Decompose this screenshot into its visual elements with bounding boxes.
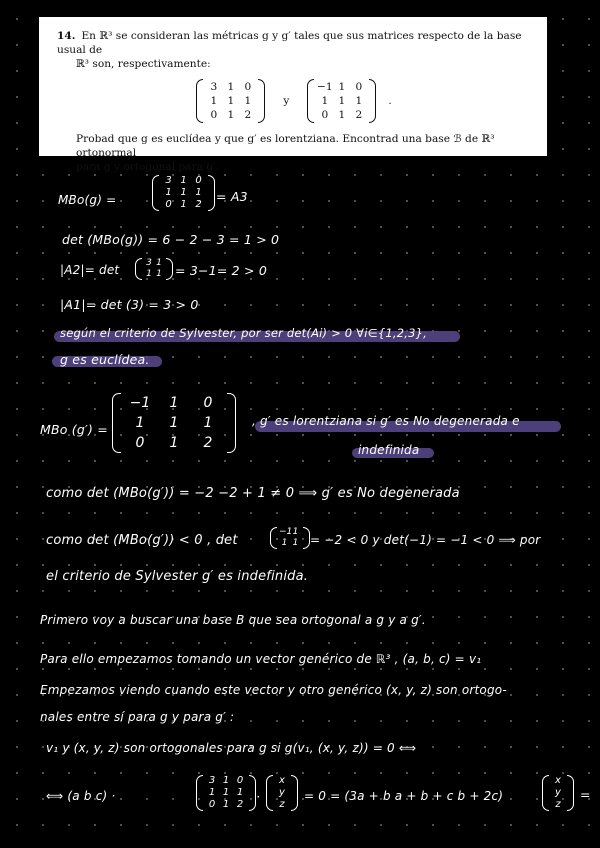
v1-line: v₁ y (x, y, z) son ortogonales para g si g(v₁, (x, y, z)) = 0 ⟺	[46, 741, 417, 755]
xyz-vector	[266, 775, 298, 811]
indef-line-b: = −2 < 0 y det(−1) = −1 < 0 ⟹ por	[310, 533, 541, 547]
xyz-grid	[273, 775, 291, 811]
matrix-cell: 0	[236, 775, 244, 786]
matrix-cell: 2	[244, 109, 252, 121]
nales-line: nales entre sí para g y para g′ :	[40, 710, 235, 724]
vector-cell: z	[555, 799, 561, 810]
matrix-cell: 2	[195, 199, 202, 210]
last-mid: = 0 = (3a + b a + b + c b + 2c)	[304, 789, 504, 803]
matrix-cell: 1	[227, 81, 235, 93]
bracket-left	[196, 775, 203, 811]
matrix-cell: −1	[317, 81, 333, 93]
matrix-cell: 1	[146, 269, 152, 279]
indef-line-a: como det (MBo(g′)) < 0 , det	[46, 533, 238, 548]
bracket-right	[208, 175, 215, 211]
matrix-cell: 3	[146, 258, 152, 268]
last-matrix	[196, 775, 256, 811]
bracket-left	[270, 527, 277, 549]
matrix-cell: 1	[281, 538, 288, 548]
matrix-cell: 1	[169, 435, 179, 451]
matrix-cell: 3	[165, 175, 172, 186]
matrix-cell: 1	[292, 527, 299, 537]
matrix-gprime-grid	[314, 79, 369, 123]
bracket-right	[291, 775, 298, 811]
indef-matrix	[270, 527, 310, 549]
xyz-grid-right	[549, 775, 567, 811]
mbo-gp-grid	[121, 393, 227, 453]
intro-line-2: ℝ³ son, respectivamente:	[76, 58, 211, 70]
mbo-g-eq: = A3	[216, 189, 248, 204]
matrix-cell: 1	[203, 415, 213, 431]
matrix-cell: 0	[195, 175, 202, 186]
matrix-cell: 0	[244, 81, 252, 93]
matrix-cell: 2	[355, 109, 363, 121]
bracket-left	[307, 79, 314, 123]
exercise-intro	[57, 29, 531, 57]
bracket-right	[249, 775, 256, 811]
vector-cell: x	[279, 775, 285, 786]
euclidean-line: g es euclídea.	[60, 352, 150, 367]
mbo-g-label: MBo(g) =	[58, 193, 117, 207]
lorentz-line-1: , g′ es lorentziana si g′ es No degenerada e	[252, 414, 520, 428]
last-prefix: ⟺ (a b c) ·	[46, 789, 116, 803]
matrix-cell: 1	[227, 109, 235, 121]
matrix-cell: 1	[321, 95, 329, 107]
matrix-cell: 1	[169, 395, 179, 411]
xyz-vector-right	[542, 775, 574, 811]
matrix-cell: −1	[129, 395, 151, 411]
vector-cell: y	[279, 787, 285, 798]
start-line: Empezamos viendo cuando este vector y otro genérico (x, y, z) son ortogo-	[40, 683, 507, 697]
matrix-cell: 1	[236, 787, 244, 798]
matrix-cell: 0	[321, 109, 329, 121]
last-grid	[203, 775, 249, 811]
a2-result: = 3−1= 2 > 0	[175, 263, 267, 278]
matrix-cell: 2	[236, 799, 244, 810]
bracket-left	[152, 175, 159, 211]
bracket-left	[112, 393, 121, 453]
matrix-cell: 1	[338, 81, 346, 93]
exercise-number: 14.	[57, 30, 76, 42]
matrix-cell: 1	[210, 95, 218, 107]
conjunction: y	[283, 95, 290, 107]
a2-matrix	[135, 258, 173, 280]
basis-line: Primero voy a buscar una base B que sea ortogonal a g y a g′.	[40, 613, 426, 627]
generic-line: Para ello empezamos tomando un vector genérico de ℝ³ , (a, b, c) = v₁	[40, 652, 482, 666]
a1-line: |A1|= det (3) = 3 > 0	[60, 297, 199, 312]
bracket-right	[258, 79, 265, 123]
matrix-cell: 1	[169, 415, 179, 431]
matrix-cell: 1	[292, 538, 299, 548]
matrix-cell: 1	[338, 109, 346, 121]
matrix-cell: 0	[165, 199, 172, 210]
matrix-gprime	[307, 79, 376, 123]
nondeg-line: como det (MBo(g′)) = −2 −2 + 1 ≠ 0 ⟹ g′ es No degenerada	[46, 486, 460, 501]
matrices-row	[57, 79, 531, 123]
indef-grid	[277, 527, 303, 549]
matrix-cell: 1	[156, 258, 162, 268]
vector-cell: y	[555, 787, 561, 798]
mbo-g-matrix	[152, 175, 215, 211]
matrix-cell: 1	[355, 95, 363, 107]
matrix-cell: 0	[208, 799, 216, 810]
matrix-g	[196, 79, 265, 123]
matrix-cell: 1	[222, 787, 230, 798]
matrix-cell: 3	[210, 81, 218, 93]
mbo-gp-matrix	[112, 393, 236, 453]
last-end: =	[580, 787, 591, 802]
matrix-cell: 0	[135, 435, 145, 451]
exercise-statement	[39, 17, 547, 173]
matrix-cell: 2	[203, 435, 213, 451]
matrix-cell: 1	[180, 175, 187, 186]
bracket-right	[227, 393, 236, 453]
matrix-cell: 0	[210, 109, 218, 121]
task-line-1: Probad que g es euclídea y que g′ es lorentziana. Encontrad una base ℬ de ℝ³ ortonormal	[76, 133, 495, 159]
matrix-g-grid	[203, 79, 258, 123]
task-line-2: para g y ortogonal para g′.	[76, 161, 219, 173]
bracket-left	[135, 258, 142, 280]
matrix-cell: −1	[279, 527, 293, 537]
matrix-cell: 1	[222, 799, 230, 810]
matrix-cell: 1	[227, 95, 235, 107]
det-line: det (MBo(g)) = 6 − 2 − 3 = 1 > 0	[62, 232, 280, 247]
criterion-line: el criterio de Sylvester g′ es indefinida.	[46, 569, 309, 584]
matrix-cell: 1	[180, 199, 187, 210]
matrix-cell: 1	[222, 775, 230, 786]
vector-cell: z	[279, 799, 285, 810]
lorentz-line-2: indefinida	[358, 443, 420, 457]
mbo-gp-label: MBo (g′) =	[40, 422, 108, 437]
intro-line-1: En ℝ³ se consideran las métricas g y g′ tales que sus matrices respecto de la base usual de	[57, 30, 522, 56]
bracket-right	[369, 79, 376, 123]
matrix-cell: 1	[195, 187, 202, 198]
matrix-cell: 1	[208, 787, 216, 798]
matrix-cell: 1	[244, 95, 252, 107]
vector-cell: x	[555, 775, 561, 786]
bracket-right	[166, 258, 173, 280]
end-punct: .	[388, 95, 392, 107]
matrix-cell: 1	[135, 415, 145, 431]
matrix-cell: 1	[165, 187, 172, 198]
bracket-left	[542, 775, 549, 811]
sylvester-line: según el criterio de Sylvester, por ser det(Ai) > 0 ∀i∈{1,2,3},	[60, 326, 427, 340]
matrix-cell: 3	[208, 775, 216, 786]
matrix-cell: 0	[355, 81, 363, 93]
matrix-cell: 1	[338, 95, 346, 107]
matrix-cell: 1	[180, 187, 187, 198]
mbo-g-grid	[159, 175, 208, 211]
bracket-right	[303, 527, 310, 549]
a2-prefix: |A2|= det	[60, 263, 120, 277]
matrix-cell: 0	[203, 395, 213, 411]
a2-grid	[142, 258, 166, 280]
bracket-left	[266, 775, 273, 811]
matrix-cell: 1	[156, 269, 162, 279]
bracket-right	[567, 775, 574, 811]
dot-operator: ·	[256, 789, 261, 804]
bracket-left	[196, 79, 203, 123]
